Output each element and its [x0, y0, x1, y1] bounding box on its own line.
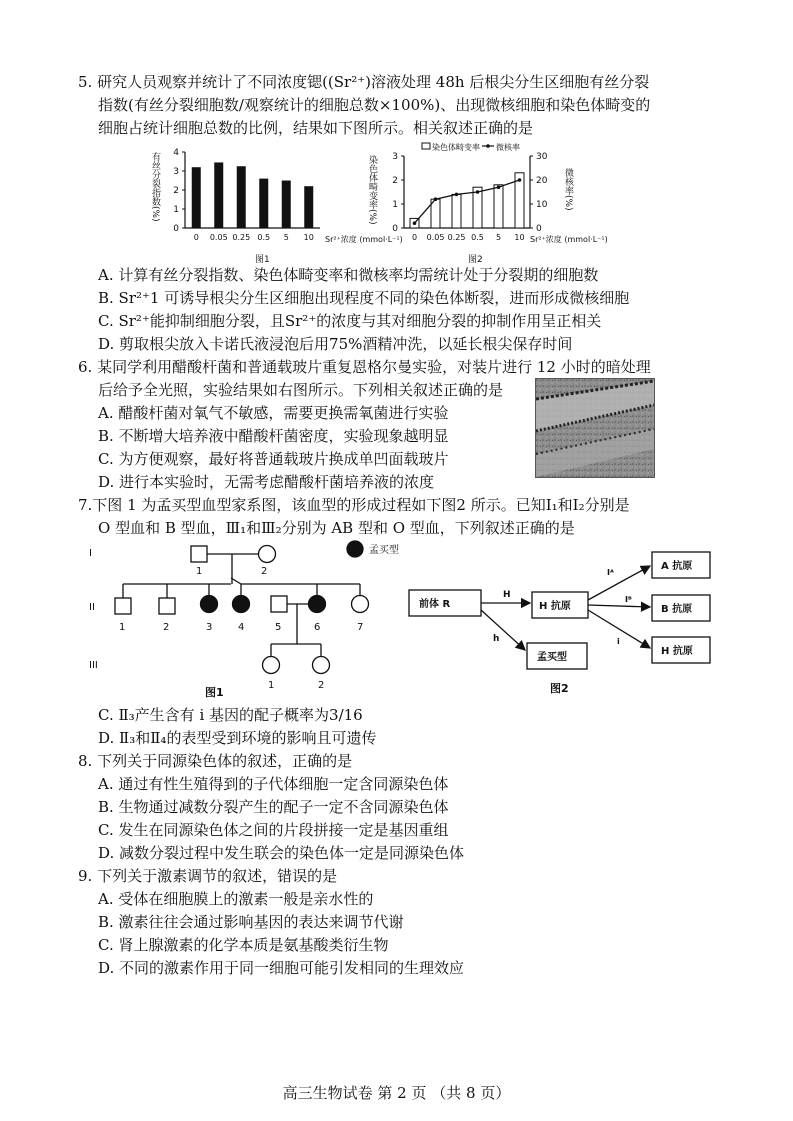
pedigree-I1: [191, 546, 207, 562]
chart2-ytick-left: 2: [392, 176, 398, 186]
chart2-bar: [452, 194, 461, 228]
chart1-bar: [192, 167, 201, 228]
chart2-ytick-left: 3: [392, 152, 398, 162]
pedigree-II4: [233, 596, 250, 613]
q7-stem-line-1: 7.下图 1 为孟买型血型家系图，该血型的形成过程如下图2 所示。已知Ⅰ₁和Ⅰ₂分别是: [78, 496, 630, 514]
chart1-bar: [304, 186, 313, 228]
q7-option-c: C. Ⅱ₃产生含有 i 基因的配子概率为3/16: [98, 706, 363, 724]
chart2-xtick: 10: [514, 233, 525, 242]
svg-text:H 抗原: H 抗原: [539, 601, 571, 612]
q8-option-d: D. 减数分裂过程中发生联会的染色体一定是同源染色体: [98, 844, 465, 862]
pedigree-I2: [259, 546, 276, 563]
chart1-xtick: 5: [283, 233, 289, 242]
q9-option-b: B. 激素往往会通过影响基因的表达来调节代谢: [98, 913, 404, 931]
chart2-title: 图2: [468, 255, 483, 265]
q6-option-b: B. 不断增大培养液中醋酸杆菌密度，实验现象越明显: [98, 427, 449, 445]
q5-option-c: C. Sr²⁺能抑制细胞分裂，且Sr²⁺的浓度与其对细胞分裂的抑制作用呈正相关: [98, 312, 602, 330]
gen-label-I: I: [89, 548, 92, 559]
chart2-ytick-right: 20: [536, 176, 548, 186]
q8-stem: 8. 下列关于同源染色体的叙述，正确的是: [78, 752, 353, 770]
chart1-bars: [192, 162, 314, 228]
chart2-point: [518, 178, 522, 182]
pedigree-II6: [309, 596, 326, 613]
chart1-ytick: 3: [173, 167, 179, 177]
svg-text:5: 5: [275, 622, 282, 633]
gen-label-III: III: [89, 660, 98, 671]
svg-text:i: i: [617, 637, 620, 646]
chart2-bar: [494, 185, 503, 228]
chart1-xtick: 10: [303, 233, 314, 242]
q5-stem-line-3: 细胞占统计细胞总数的比例，结果如下图所示。相关叙述正确的是: [98, 119, 534, 137]
chart1-ytick: 4: [173, 148, 179, 158]
chart2-point: [413, 221, 417, 225]
q9-option-c: C. 肾上腺激素的化学本质是氨基酸类衍生物: [98, 936, 389, 954]
pedigree-legend-label: 孟买型: [369, 545, 399, 556]
chart1-title: 图1: [255, 255, 270, 265]
q9-stem: 9. 下列关于激素调节的叙述，错误的是: [78, 867, 338, 885]
pedigree-figure: [85, 538, 405, 703]
page-footer: 高三生物试卷 第 2 页 （共 8 页）: [282, 1084, 511, 1102]
pathway-figure: [405, 540, 715, 700]
pedigree-legend-symbol: [347, 541, 363, 557]
svg-text:1: 1: [119, 622, 126, 633]
q5-stem-line-1: 5. 研究人员观察并统计了不同浓度锶((Sr²⁺)溶液处理 48h 后根尖分生区细胞有丝分裂: [78, 73, 650, 91]
chart1-ytick: 0: [173, 224, 179, 234]
svg-text:6: 6: [314, 622, 321, 633]
chart2-xtick: 0.5: [471, 233, 484, 242]
svg-text:3: 3: [206, 622, 213, 633]
chart2-point: [455, 193, 459, 197]
chart1-ytick: 2: [173, 186, 179, 196]
svg-text:7: 7: [357, 622, 364, 633]
chart1-bar: [214, 162, 223, 228]
svg-text:2: 2: [261, 566, 268, 577]
chart2-point: [434, 197, 438, 201]
svg-text:4: 4: [238, 622, 245, 633]
q5-stem-line-2: 指数(有丝分裂细胞数/观察统计的细胞总数×100%)、出现微核细胞和染色体畸变的: [98, 96, 651, 114]
svg-text:微核率: 微核率: [496, 143, 520, 152]
pedigree-III1: [263, 657, 280, 674]
q7-stem-line-2: O 型血和 B 型血，Ⅲ₁和Ⅲ₂分别为 AB 型和 O 型血，下列叙述正确的是: [98, 519, 575, 537]
q9-option-d: D. 不同的激素作用于同一细胞可能引发相同的生理效应: [98, 959, 465, 977]
chart2-ytick-left: 0: [392, 224, 398, 234]
chart2-bars: [410, 173, 524, 228]
chart1-xtick: 0.05: [209, 233, 228, 242]
pedigree-II7: [352, 596, 369, 613]
svg-text:h: h: [493, 634, 500, 644]
chart2-ylabel-left: 染色体畸变率(%): [367, 155, 377, 225]
svg-text:前体 R: 前体 R: [419, 599, 451, 610]
chart1-xtick: 0: [193, 233, 199, 242]
chart2-ytick-right: 10: [536, 200, 548, 210]
chart-2: [367, 140, 608, 265]
chart1-bar: [259, 179, 268, 228]
chart1-ylabel: 有丝分裂指数(%): [150, 152, 160, 222]
chart2-axes: [404, 156, 530, 228]
chart1-xtick: 0.25: [232, 233, 251, 242]
pedigree-caption: 图1: [205, 686, 224, 699]
q6-stem-line-1: 6. 某同学利用醋酸杆菌和普通载玻片重复恩格尔曼实验，对装片进行 12 小时的暗处理: [78, 358, 651, 376]
svg-text:H 抗原: H 抗原: [661, 646, 693, 657]
q5-option-a: A. 计算有丝分裂指数、染色体畸变率和微核率均需统计处于分裂期的细胞数: [98, 266, 599, 284]
pedigree-II3: [201, 596, 218, 613]
svg-text:染色体畸变率: 染色体畸变率: [432, 143, 480, 152]
svg-text:孟买型: 孟买型: [537, 652, 567, 663]
pedigree-II1: [115, 598, 131, 614]
chart1-bar: [282, 181, 291, 229]
chart2-line: [413, 178, 522, 225]
q8-option-b: B. 生物通过减数分裂产生的配子一定不含同源染色体: [98, 798, 449, 816]
chart1-xtick: 0.5: [257, 233, 271, 242]
svg-text:Iᴮ: Iᴮ: [625, 595, 632, 604]
svg-text:2: 2: [163, 622, 170, 633]
micrograph-image: [535, 378, 655, 478]
svg-text:A 抗原: A 抗原: [661, 561, 693, 572]
chart2-ytick-right: 30: [536, 152, 548, 162]
chart1-xlabel: Sr²⁺浓度 (mmol·L⁻¹): [325, 235, 403, 244]
q9-option-a: A. 受体在细胞膜上的激素一般是亲水性的: [98, 890, 374, 908]
pathway-caption: 图2: [550, 682, 569, 695]
q6-option-c: C. 为方便观察，最好将普通载玻片换成单凹面载玻片: [98, 450, 449, 468]
chart2-xtick: 0.05: [426, 233, 445, 242]
gen-label-II: II: [89, 602, 95, 613]
q5-option-b: B. Sr²⁺1 可诱导根尖分生区细胞出现程度不同的染色体断裂，进而形成微核细胞: [98, 289, 630, 307]
svg-text:Iᴬ: Iᴬ: [607, 568, 614, 577]
chart2-ylabel-right: 微核率(%): [563, 168, 573, 211]
svg-text:1: 1: [196, 566, 203, 577]
chart2-xtick: 0.25: [447, 233, 466, 242]
pedigree-III2: [313, 657, 330, 674]
chart2-series-line: [415, 180, 520, 223]
svg-text:2: 2: [318, 680, 325, 691]
q6-option-d: D. 进行本实验时，无需考虑醋酸杆菌培养液的浓度: [98, 473, 435, 491]
q6-option-a: A. 醋酸杆菌对氧气不敏感，需要更换需氧菌进行实验: [98, 404, 449, 422]
pedigree-II5: [271, 596, 287, 612]
q8-option-c: C. 发生在同源染色体之间的片段拼接一定是基因重组: [98, 821, 449, 839]
svg-text:H: H: [503, 590, 511, 600]
chart2-point: [476, 190, 480, 194]
svg-text:B 抗原: B 抗原: [661, 604, 693, 615]
chart1-ytick: 1: [173, 205, 179, 215]
q8-option-a: A. 通过有性生殖得到的子代体细胞一定含同源染色体: [98, 775, 449, 793]
svg-text:1: 1: [268, 680, 275, 691]
chart2-ytick-left: 1: [392, 200, 398, 210]
chart1-axes: [185, 152, 320, 228]
chart2-xlabel: Sr²⁺浓度 (mmol·L⁻¹): [530, 235, 608, 244]
chart2-xtick: 0: [411, 233, 418, 242]
q7-option-d: D. Ⅱ₃和Ⅱ₄的表型受到环境的影响且可遗传: [98, 729, 377, 747]
chart2-point: [497, 185, 501, 189]
chart2-ytick-right: 0: [536, 224, 542, 234]
q5-option-d: D. 剪取根尖放入卡诺氏液浸泡后用75%酒精冲洗，以延长根尖保存时间: [98, 335, 573, 353]
pedigree-II2: [159, 598, 175, 614]
q6-stem-line-2: 后给予全光照，实验结果如右图所示。下列相关叙述正确的是: [98, 381, 504, 399]
chart2-legend: [422, 142, 520, 152]
chart2-xtick: 5: [495, 233, 502, 242]
chart1-bar: [237, 166, 246, 228]
